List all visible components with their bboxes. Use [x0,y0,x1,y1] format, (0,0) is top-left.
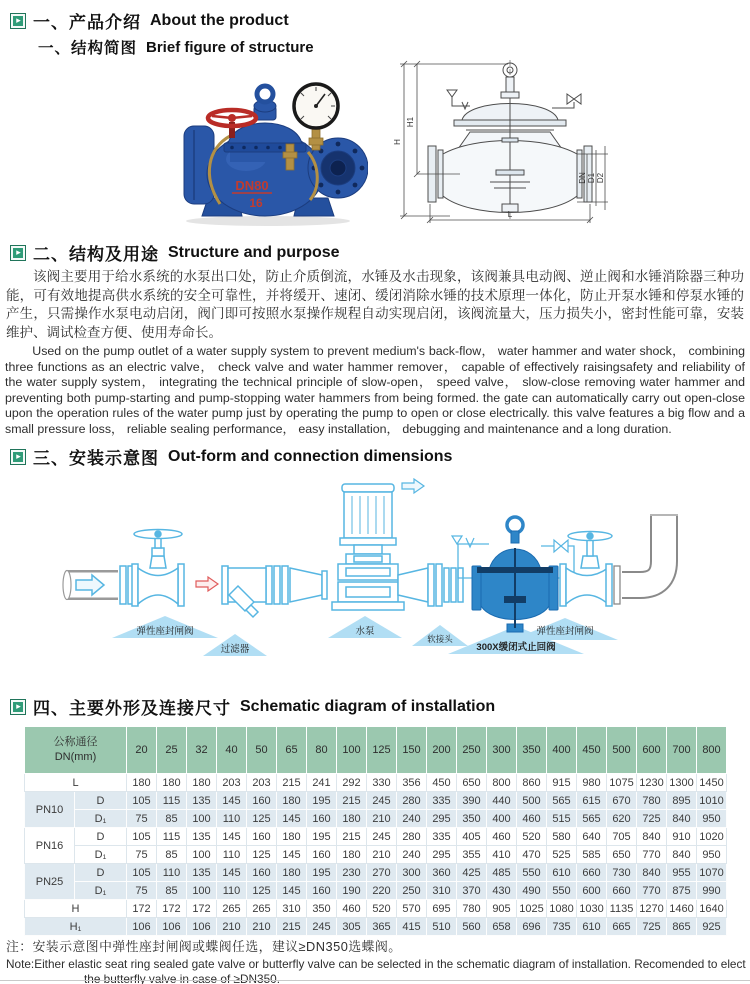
table-cell: 241 [307,774,337,792]
table-cell: 135 [187,792,217,810]
table-cell: 215 [337,792,367,810]
table-cell: 75 [127,846,157,864]
section-marker-icon [10,699,26,715]
table-cell: 115 [157,828,187,846]
table-cell: 780 [457,900,487,918]
table-cell: 160 [307,846,337,864]
table-cell: 1460 [667,900,697,918]
table-cell: 85 [157,882,187,900]
label-strainer: 过滤器 [220,644,250,655]
table-cell: 135 [187,828,217,846]
table-cell: 115 [157,792,187,810]
table-cell: 292 [337,774,367,792]
table-cell: 450 [427,774,457,792]
table-header-cell: 80 [307,727,337,774]
table-cell: 295 [427,846,457,864]
table-cell: 85 [157,810,187,828]
table-cell: 1135 [607,900,637,918]
table-cell: 145 [217,864,247,882]
table-cell: 895 [667,792,697,810]
table-header-cell: 500 [607,727,637,774]
table-cell: 210 [367,810,397,828]
table-group-label: PN16 [25,828,75,864]
table-cell: 520 [367,900,397,918]
table-cell: 195 [307,864,337,882]
section-marker-glyph: ▸ [16,247,21,257]
table-cell: 430 [487,882,517,900]
valve-photo [168,56,368,228]
table-header-cell: 700 [667,727,697,774]
table-cell: 180 [277,792,307,810]
table-header-cell: 400 [547,727,577,774]
table-cell: 570 [397,900,427,918]
table-header-cell: 350 [517,727,547,774]
table-cell: 865 [667,918,697,936]
table-cell: 172 [187,900,217,918]
table-header-cell: 125 [367,727,397,774]
table-cell: 860 [517,774,547,792]
table-header-cell: 450 [577,727,607,774]
section-marker-icon [10,245,26,261]
table-cell: 1300 [667,774,697,792]
page-bottom-rule [0,980,750,981]
table-row [25,810,727,828]
table-cell: 585 [577,846,607,864]
table-cell: 1640 [697,900,727,918]
table-cell: 145 [217,792,247,810]
table-row-label: D [75,864,127,882]
table-cell: 250 [397,882,427,900]
table-cell: 400 [487,810,517,828]
table-cell: 1030 [577,900,607,918]
section-4-heading [10,694,495,719]
table-cell: 110 [217,810,247,828]
table-cell: 910 [667,828,697,846]
table-row-label: D [75,792,127,810]
section-1-title-en: About the product [150,11,289,29]
table-cell: 955 [667,864,697,882]
table-cell: 620 [607,810,637,828]
table-cell: 525 [547,846,577,864]
marking-pn: 16 [249,196,263,210]
table-cell: 265 [247,900,277,918]
table-cell: 365 [367,918,397,936]
table-cell: 160 [247,828,277,846]
table-cell: 330 [367,774,397,792]
table-cell: 520 [517,828,547,846]
table-group-label: PN10 [25,792,75,828]
table-cell: 215 [277,774,307,792]
outlet-elbow [614,514,678,604]
table-cell: 300 [397,864,427,882]
table-cell: 195 [307,828,337,846]
table-cell: 180 [277,864,307,882]
table-cell: 110 [217,846,247,864]
table-cell: 106 [187,918,217,936]
table-group-label: PN25 [25,864,75,900]
section-3-heading [10,444,452,469]
table-cell: 180 [337,810,367,828]
table-cell: 580 [547,828,577,846]
table-cell: 105 [127,828,157,846]
table-cell: 210 [247,918,277,936]
table-row-label: L [25,774,127,792]
table-row-label: D [75,828,127,846]
table-cell: 1025 [517,900,547,918]
table-cell: 735 [547,918,577,936]
table-cell: 565 [577,810,607,828]
table-cell: 460 [517,810,547,828]
table-cell: 550 [547,882,577,900]
section-1-heading [10,8,289,33]
table-cell: 110 [157,864,187,882]
table-row-label: H₁ [25,918,127,936]
table-row [25,900,727,918]
table-header-cell: 65 [277,727,307,774]
label-300x-valve: 300X缓闭式止回阀 [476,642,556,653]
table-cell: 1075 [607,774,637,792]
table-cell: 490 [517,882,547,900]
subsection-title-zh: 一、结构简图 [38,40,138,57]
table-header-cell: 200 [427,727,457,774]
table-header-cell: 100 [337,727,367,774]
table-cell: 85 [157,846,187,864]
table-header-cell: 600 [637,727,667,774]
table-cell: 160 [247,864,277,882]
table-row [25,882,727,900]
section-marker-glyph: ▸ [16,701,21,711]
subsection-heading [38,36,314,58]
description-text-en: Used on the pump outlet of a water supply system to prevent medium's back-flow， water hammer and water shock， combining three functions as an electric valve， check valve and water hammer remover， capable of effectively raisingsafety and reliability of the water supply system， integrating the technical principle of slow-open， speed valve， slow-close removing water hammer and preventing both pump-starting and pump-stopping water hammers from being formed. the gate can automatically carry out open-close upon the operation rules of the water pump just by operating the pump to open or close electrically. this valve features a big flow and a small pressure loss， reliable sealing performance， easy installation， debugging and maintenance and a long duration. [5,344,745,436]
table-cell: 725 [637,810,667,828]
table-cell: 950 [697,810,727,828]
table-cell: 210 [217,918,247,936]
gate-valve-left [120,530,184,607]
table-cell: 1010 [697,792,727,810]
table-cell: 705 [607,828,637,846]
section-marker-glyph: ▸ [16,15,21,25]
seat-disc [496,170,524,175]
table-cell: 1230 [637,774,667,792]
table-cell: 180 [277,828,307,846]
flow-arrow-top-icon [402,479,424,493]
table-cell: 600 [577,882,607,900]
footnote-zh: 注：安装示意图中弹性座封闸阀或蝶阀任选，建议≥DN350选蝶阀。 [6,939,402,954]
table-row-label: D₁ [75,846,127,864]
table-cell: 240 [397,846,427,864]
table-cell: 360 [427,864,457,882]
table-cell: 180 [187,774,217,792]
table-cell: 350 [307,900,337,918]
table-header-row [25,727,727,774]
section-marker-icon [10,449,26,465]
table-header-cell: 150 [397,727,427,774]
table-cell: 215 [277,918,307,936]
label-soft-joint: 软接头 [427,634,453,644]
table-cell: 440 [487,792,517,810]
table-cell: 172 [127,900,157,918]
table-cell: 915 [547,774,577,792]
section-3-title-zh: 三、安装示意图 [33,449,159,468]
section-1-title-zh: 一、产品介绍 [33,13,141,32]
table-header-cell: 25 [157,727,187,774]
table-cell: 110 [217,882,247,900]
table-cell: 840 [637,864,667,882]
section-4-title-zh: 四、主要外形及连接尺寸 [33,699,231,718]
table-header-cell: 300 [487,727,517,774]
section-marker-glyph: ▸ [16,451,21,461]
table-cell: 245 [307,918,337,936]
table-cell: 350 [457,810,487,828]
table-cell: 905 [487,900,517,918]
table-row-label: D₁ [75,882,127,900]
table-cell: 370 [457,882,487,900]
table-cell: 980 [577,774,607,792]
description-paragraph-en [5,344,745,438]
table-cell: 180 [157,774,187,792]
table-cell: 640 [577,828,607,846]
table-row-label: D₁ [75,810,127,828]
table-cell: 310 [427,882,457,900]
table-cell: 650 [607,846,637,864]
table-cell: 425 [457,864,487,882]
table-cell: 695 [427,900,457,918]
table-cell: 460 [337,900,367,918]
marking-dn: DN80 [235,178,269,193]
table-cell: 280 [397,828,427,846]
table-cell: 145 [277,810,307,828]
table-cell: 356 [397,774,427,792]
table-cell: 485 [487,864,517,882]
description-text-zh: 该阀主要用于给水系统的水泵出口处，防止介质倒流，水锤及水击现象，该阀兼具电动阀、逆止阀和水锤消除器三种功能，可有效地提高供水系统的安全可靠性，并将缓开、速闭、缓闭消除水锤的技术原理一体化，防止开泵水锤和停泵水锤的产生，只需操作水泵电动启闭，阀门即可按照水泵操作规程自动实现启闭，该阀流量大，压力损失小，密封性能可靠，安装维护、调试检查方便、使用寿命长。 [6,269,744,340]
table-cell: 310 [277,900,307,918]
table-header-cell: 250 [457,727,487,774]
table-cell: 470 [517,846,547,864]
table-cell: 725 [637,918,667,936]
table-cell: 220 [367,882,397,900]
footnote [6,936,746,984]
installation-diagram [0,478,750,673]
table-cell: 100 [187,882,217,900]
table-cell: 215 [337,828,367,846]
table-cell: 770 [637,882,667,900]
flow-arrow-red-icon [196,577,218,591]
table-cell: 145 [277,882,307,900]
table-cell: 800 [487,774,517,792]
section-2-heading [10,240,340,265]
table-cell: 180 [337,846,367,864]
table-cell: 560 [457,918,487,936]
footnote-en: Note:Either elastic seat ring sealed gate valve or butterfly valve can be selected in the schematic diagram of installation. Recomended to elect the butterfly valve in case of ≥DN350. [6,957,746,984]
table-cell: 840 [667,846,697,864]
dimension-table [24,726,727,936]
table-cell: 840 [667,810,697,828]
table-cell: 210 [367,846,397,864]
300x-valve [452,517,574,632]
table-row [25,918,727,936]
table-cell: 696 [517,918,547,936]
table-cell: 660 [607,882,637,900]
label-gate-valve-left: 弹性座封闸阀 [136,626,194,637]
table-cell: 195 [307,792,337,810]
table-cell: 190 [337,882,367,900]
table-cell: 1070 [697,864,727,882]
table-cell: 1270 [637,900,667,918]
table-cell: 135 [187,864,217,882]
table-cell: 125 [247,846,277,864]
table-cell: 100 [187,810,217,828]
pilot-symbol-left [447,90,470,109]
dim-h1: H1 [406,116,415,128]
section-4-title-en: Schematic diagram of installation [240,697,496,715]
label-pump: 水泵 [355,626,375,637]
table-cell: 1450 [697,774,727,792]
table-cell: 245 [367,792,397,810]
table-cell: 160 [307,882,337,900]
table-cell: 1080 [547,900,577,918]
inner-disc [502,138,518,142]
table-row [25,774,727,792]
technical-drawing [390,54,610,226]
photo-shadow [186,216,350,226]
section-2-title-en: Structure and purpose [168,243,340,261]
table-cell: 610 [577,918,607,936]
table-cell: 730 [607,864,637,882]
table-cell: 160 [307,810,337,828]
table-cell: 950 [697,846,727,864]
table-header-cell: 20 [127,727,157,774]
table-cell: 125 [247,810,277,828]
table-cell: 230 [337,864,367,882]
table-cell: 770 [637,846,667,864]
table-cell: 615 [577,792,607,810]
section-marker-icon [10,13,26,29]
table-cell: 410 [487,846,517,864]
table-cell: 105 [127,864,157,882]
table-header-cell: 50 [247,727,277,774]
table-cell: 405 [457,828,487,846]
y-strainer [222,566,272,617]
subsection-title-en: Brief figure of structure [146,38,314,56]
table-row [25,792,727,810]
table-cell: 660 [577,864,607,882]
table-cell: 565 [547,792,577,810]
description-paragraph-zh [6,268,744,342]
table-row-label: H [25,900,127,918]
table-cell: 415 [397,918,427,936]
lifting-ring [257,86,273,102]
table-cell: 160 [247,792,277,810]
stem [501,77,519,98]
table-header-dn-label: 公称通径 DN(mm) [25,727,127,774]
dim-d1: D1 [587,172,596,184]
table-row [25,828,727,846]
table-cell: 280 [397,792,427,810]
outlet-reducer [398,564,442,606]
table-header-cell: 800 [697,727,727,774]
table-cell: 172 [157,900,187,918]
table-cell: 245 [367,828,397,846]
table-cell: 610 [547,864,577,882]
table-row [25,846,727,864]
table-cell: 125 [247,882,277,900]
table-cell: 840 [637,828,667,846]
table-cell: 240 [397,810,427,828]
table-cell: 75 [127,882,157,900]
table-cell: 145 [277,846,307,864]
table-cell: 265 [217,900,247,918]
table-cell: 510 [427,918,457,936]
table-cell: 925 [697,918,727,936]
section-2-title-zh: 二、结构及用途 [33,245,159,264]
dim-dn: DN [578,172,587,184]
table-cell: 875 [667,882,697,900]
table-cell: 1020 [697,828,727,846]
table-cell: 460 [487,828,517,846]
table-cell: 780 [637,792,667,810]
table-cell: 335 [427,828,457,846]
table-cell: 335 [427,792,457,810]
table-cell: 500 [517,792,547,810]
table-cell: 106 [157,918,187,936]
water-pump [332,484,404,610]
soft-joint [444,568,463,602]
table-cell: 658 [487,918,517,936]
table-cell: 145 [217,828,247,846]
section-3-title-en: Out-form and connection dimensions [168,447,453,465]
table-cell: 515 [547,810,577,828]
table-cell: 355 [457,846,487,864]
table-cell: 203 [217,774,247,792]
table-header-cell: 32 [187,727,217,774]
table-cell: 106 [127,918,157,936]
inlet-reducer [274,566,327,604]
label-gate-valve-right: 弹性座封闸阀 [536,626,594,637]
pilot-symbol-right [552,94,581,108]
table-cell: 665 [607,918,637,936]
table-cell: 100 [187,846,217,864]
dim-h: H [393,139,402,145]
table-cell: 990 [697,882,727,900]
dim-d2: D2 [596,172,605,184]
table-cell: 670 [607,792,637,810]
table-cell: 390 [457,792,487,810]
table-cell: 270 [367,864,397,882]
table-cell: 295 [427,810,457,828]
table-cell: 203 [247,774,277,792]
table-cell: 105 [127,792,157,810]
table-cell: 305 [337,918,367,936]
table-row [25,864,727,882]
dim-l: L [507,210,513,219]
table-cell: 75 [127,810,157,828]
table-cell: 550 [517,864,547,882]
table-cell: 180 [127,774,157,792]
table-cell: 650 [457,774,487,792]
table-header-cell: 40 [217,727,247,774]
